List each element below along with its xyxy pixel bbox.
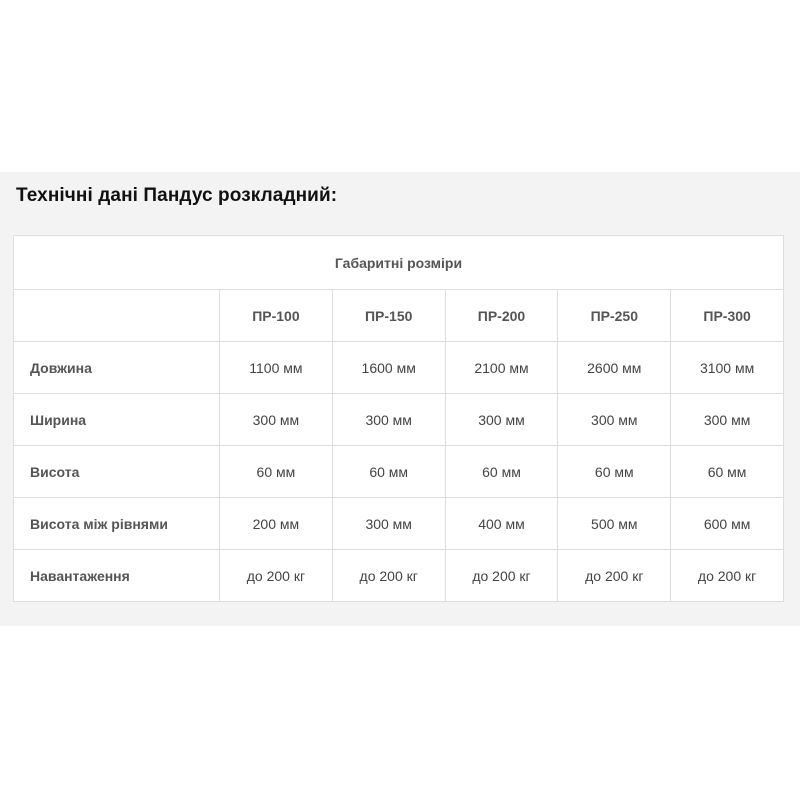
table-cell: 1600 мм xyxy=(332,342,445,394)
table-cell: 60 мм xyxy=(220,446,333,498)
caption-row xyxy=(14,236,784,290)
table-cell: до 200 кг xyxy=(332,550,445,602)
table-cell: 60 мм xyxy=(445,446,558,498)
row-label: Висота xyxy=(14,446,220,498)
table-cell: 60 мм xyxy=(671,446,784,498)
table-cell: 300 мм xyxy=(220,394,333,446)
table-cell: до 200 кг xyxy=(558,550,671,602)
table-row xyxy=(14,498,784,550)
table-row xyxy=(14,342,784,394)
table-cell: 300 мм xyxy=(671,394,784,446)
table-cell: 400 мм xyxy=(445,498,558,550)
table-cell: 300 мм xyxy=(332,498,445,550)
column-header: ПР-250 xyxy=(558,290,671,342)
table-cell: 200 мм xyxy=(220,498,333,550)
table-cell: 3100 мм xyxy=(671,342,784,394)
row-label: Висота між рівнями xyxy=(14,498,220,550)
table-row xyxy=(14,394,784,446)
column-header: ПР-150 xyxy=(332,290,445,342)
table-cell: 2600 мм xyxy=(558,342,671,394)
table-caption: Габаритні розміри xyxy=(14,236,784,290)
table-cell: 600 мм xyxy=(671,498,784,550)
column-header: ПР-100 xyxy=(220,290,333,342)
row-label: Довжина xyxy=(14,342,220,394)
table-cell: до 200 кг xyxy=(445,550,558,602)
table-cell: 60 мм xyxy=(558,446,671,498)
table-row xyxy=(14,550,784,602)
table-cell: до 200 кг xyxy=(220,550,333,602)
model-header-row xyxy=(14,290,784,342)
table-cell: 500 мм xyxy=(558,498,671,550)
table-cell: 300 мм xyxy=(332,394,445,446)
corner-cell xyxy=(14,290,220,342)
table-cell: до 200 кг xyxy=(671,550,784,602)
specs-table xyxy=(13,235,784,602)
table-cell: 60 мм xyxy=(332,446,445,498)
table-cell: 300 мм xyxy=(445,394,558,446)
table-cell: 300 мм xyxy=(558,394,671,446)
table-cell: 2100 мм xyxy=(445,342,558,394)
row-label: Навантаження xyxy=(14,550,220,602)
column-header: ПР-300 xyxy=(671,290,784,342)
table-row xyxy=(14,446,784,498)
page-title: Технічні дані Пандус розкладний: xyxy=(16,185,338,206)
column-header: ПР-200 xyxy=(445,290,558,342)
row-label: Ширина xyxy=(14,394,220,446)
table-cell: 1100 мм xyxy=(220,342,333,394)
